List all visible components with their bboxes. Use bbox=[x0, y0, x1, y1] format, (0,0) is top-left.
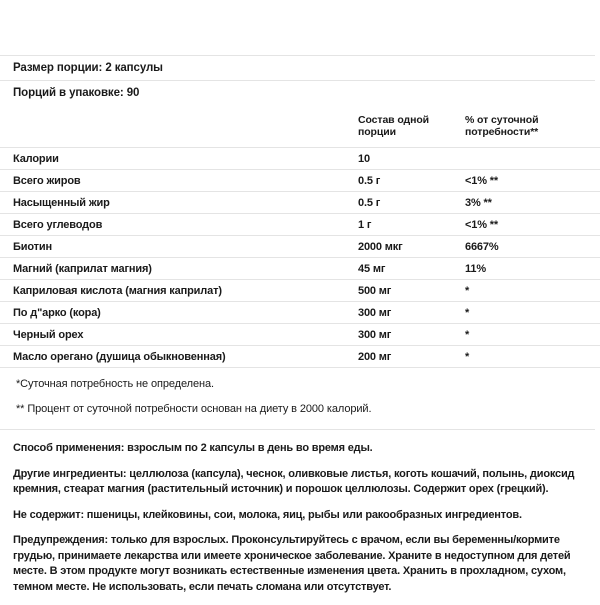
servings-per-container-text: Порций в упаковке: 90 bbox=[13, 87, 140, 99]
nutrient-amount: 300 мг bbox=[358, 302, 465, 324]
nutrient-daily-value: 3% ** bbox=[465, 192, 600, 214]
nutrient-name: Черный орех bbox=[0, 324, 358, 346]
nutrition-table bbox=[0, 105, 600, 368]
nutrient-daily-value: * bbox=[465, 324, 600, 346]
footnote-daily-value-not-established: *Суточная потребность не определена. bbox=[16, 378, 214, 390]
nutrient-daily-value: <1% ** bbox=[465, 170, 600, 192]
other-ingredients-paragraph: Другие ингредиенты: целлюлоза (капсула), чеснок, оливковые листья, коготь кошачий, полынь, диоксид кремния, стеарат магния (растительный источник) и порошок целлюлозы. Содержит орех (грецкий). bbox=[13, 467, 575, 495]
warnings-paragraph: Предупреждения: только для взрослых. Проконсультируйтесь с врачом, если вы беременны/кормите грудью, принимаете лекарства или имеете хроническое заболевание. Храните в недоступном для детей месте. В этом продукте могут возникать естественные изменения цвета. Хранить в прохладном, сухом, темном месте. Не использовать, если печать сломана или отсутствует. bbox=[13, 534, 571, 593]
column-header-daily-value: % от суточной потребности** bbox=[465, 105, 600, 148]
nutrient-name: Калории bbox=[0, 148, 358, 170]
nutrient-amount: 300 мг bbox=[358, 324, 465, 346]
nutrient-name: Всего углеводов bbox=[0, 214, 358, 236]
table-row bbox=[0, 236, 600, 258]
nutrient-daily-value: * bbox=[465, 280, 600, 302]
servings-per-container-row bbox=[0, 81, 600, 105]
nutrient-amount: 45 мг bbox=[358, 258, 465, 280]
table-row bbox=[0, 280, 600, 302]
table-row bbox=[0, 346, 600, 368]
column-header-nutrient bbox=[0, 105, 358, 148]
nutrient-name: Магний (каприлат магния) bbox=[0, 258, 358, 280]
nutrient-amount: 500 мг bbox=[358, 280, 465, 302]
nutrient-amount: 10 bbox=[358, 148, 465, 170]
nutrition-table-body bbox=[0, 148, 600, 368]
nutrient-name: Каприловая кислота (магния каприлат) bbox=[0, 280, 358, 302]
nutrient-name: Биотин bbox=[0, 236, 358, 258]
nutrient-daily-value: <1% ** bbox=[465, 214, 600, 236]
nutrient-amount: 2000 мкг bbox=[358, 236, 465, 258]
nutrient-amount: 1 г bbox=[358, 214, 465, 236]
nutrient-name: По д"арко (кора) bbox=[0, 302, 358, 324]
table-row bbox=[0, 258, 600, 280]
table-row bbox=[0, 302, 600, 324]
table-header-row bbox=[0, 105, 600, 148]
table-row bbox=[0, 214, 600, 236]
nutrient-name: Насыщенный жир bbox=[0, 192, 358, 214]
serving-size-row bbox=[0, 56, 600, 80]
nutrient-daily-value: * bbox=[465, 346, 600, 368]
table-row bbox=[0, 192, 600, 214]
nutrient-daily-value: 11% bbox=[465, 258, 600, 280]
serving-size-text: Размер порции: 2 капсулы bbox=[13, 62, 163, 74]
text-sections bbox=[0, 430, 600, 605]
table-row bbox=[0, 148, 600, 170]
nutrient-amount: 0.5 г bbox=[358, 170, 465, 192]
nutrient-amount: 200 мг bbox=[358, 346, 465, 368]
directions-paragraph: Способ применения: взрослым по 2 капсулы в день во время еды. bbox=[13, 442, 373, 454]
nutrient-daily-value: * bbox=[465, 302, 600, 324]
nutrient-name: Масло орегано (душица обыкновенная) bbox=[0, 346, 358, 368]
table-row bbox=[0, 170, 600, 192]
nutrient-name: Всего жиров bbox=[0, 170, 358, 192]
nutrient-daily-value bbox=[465, 148, 600, 170]
column-header-amount-per-serving: Состав одной порции bbox=[358, 105, 465, 148]
table-row bbox=[0, 324, 600, 346]
nutrient-amount: 0.5 г bbox=[358, 192, 465, 214]
nutrient-daily-value: 6667% bbox=[465, 236, 600, 258]
footnote-percent-daily-value-basis: ** Процент от суточной потребности основан на диету в 2000 калорий. bbox=[16, 403, 372, 415]
free-of-paragraph: Не содержит: пшеницы, клейковины, сои, молока, яиц, рыбы или ракообразных ингредиентов. bbox=[13, 508, 522, 521]
